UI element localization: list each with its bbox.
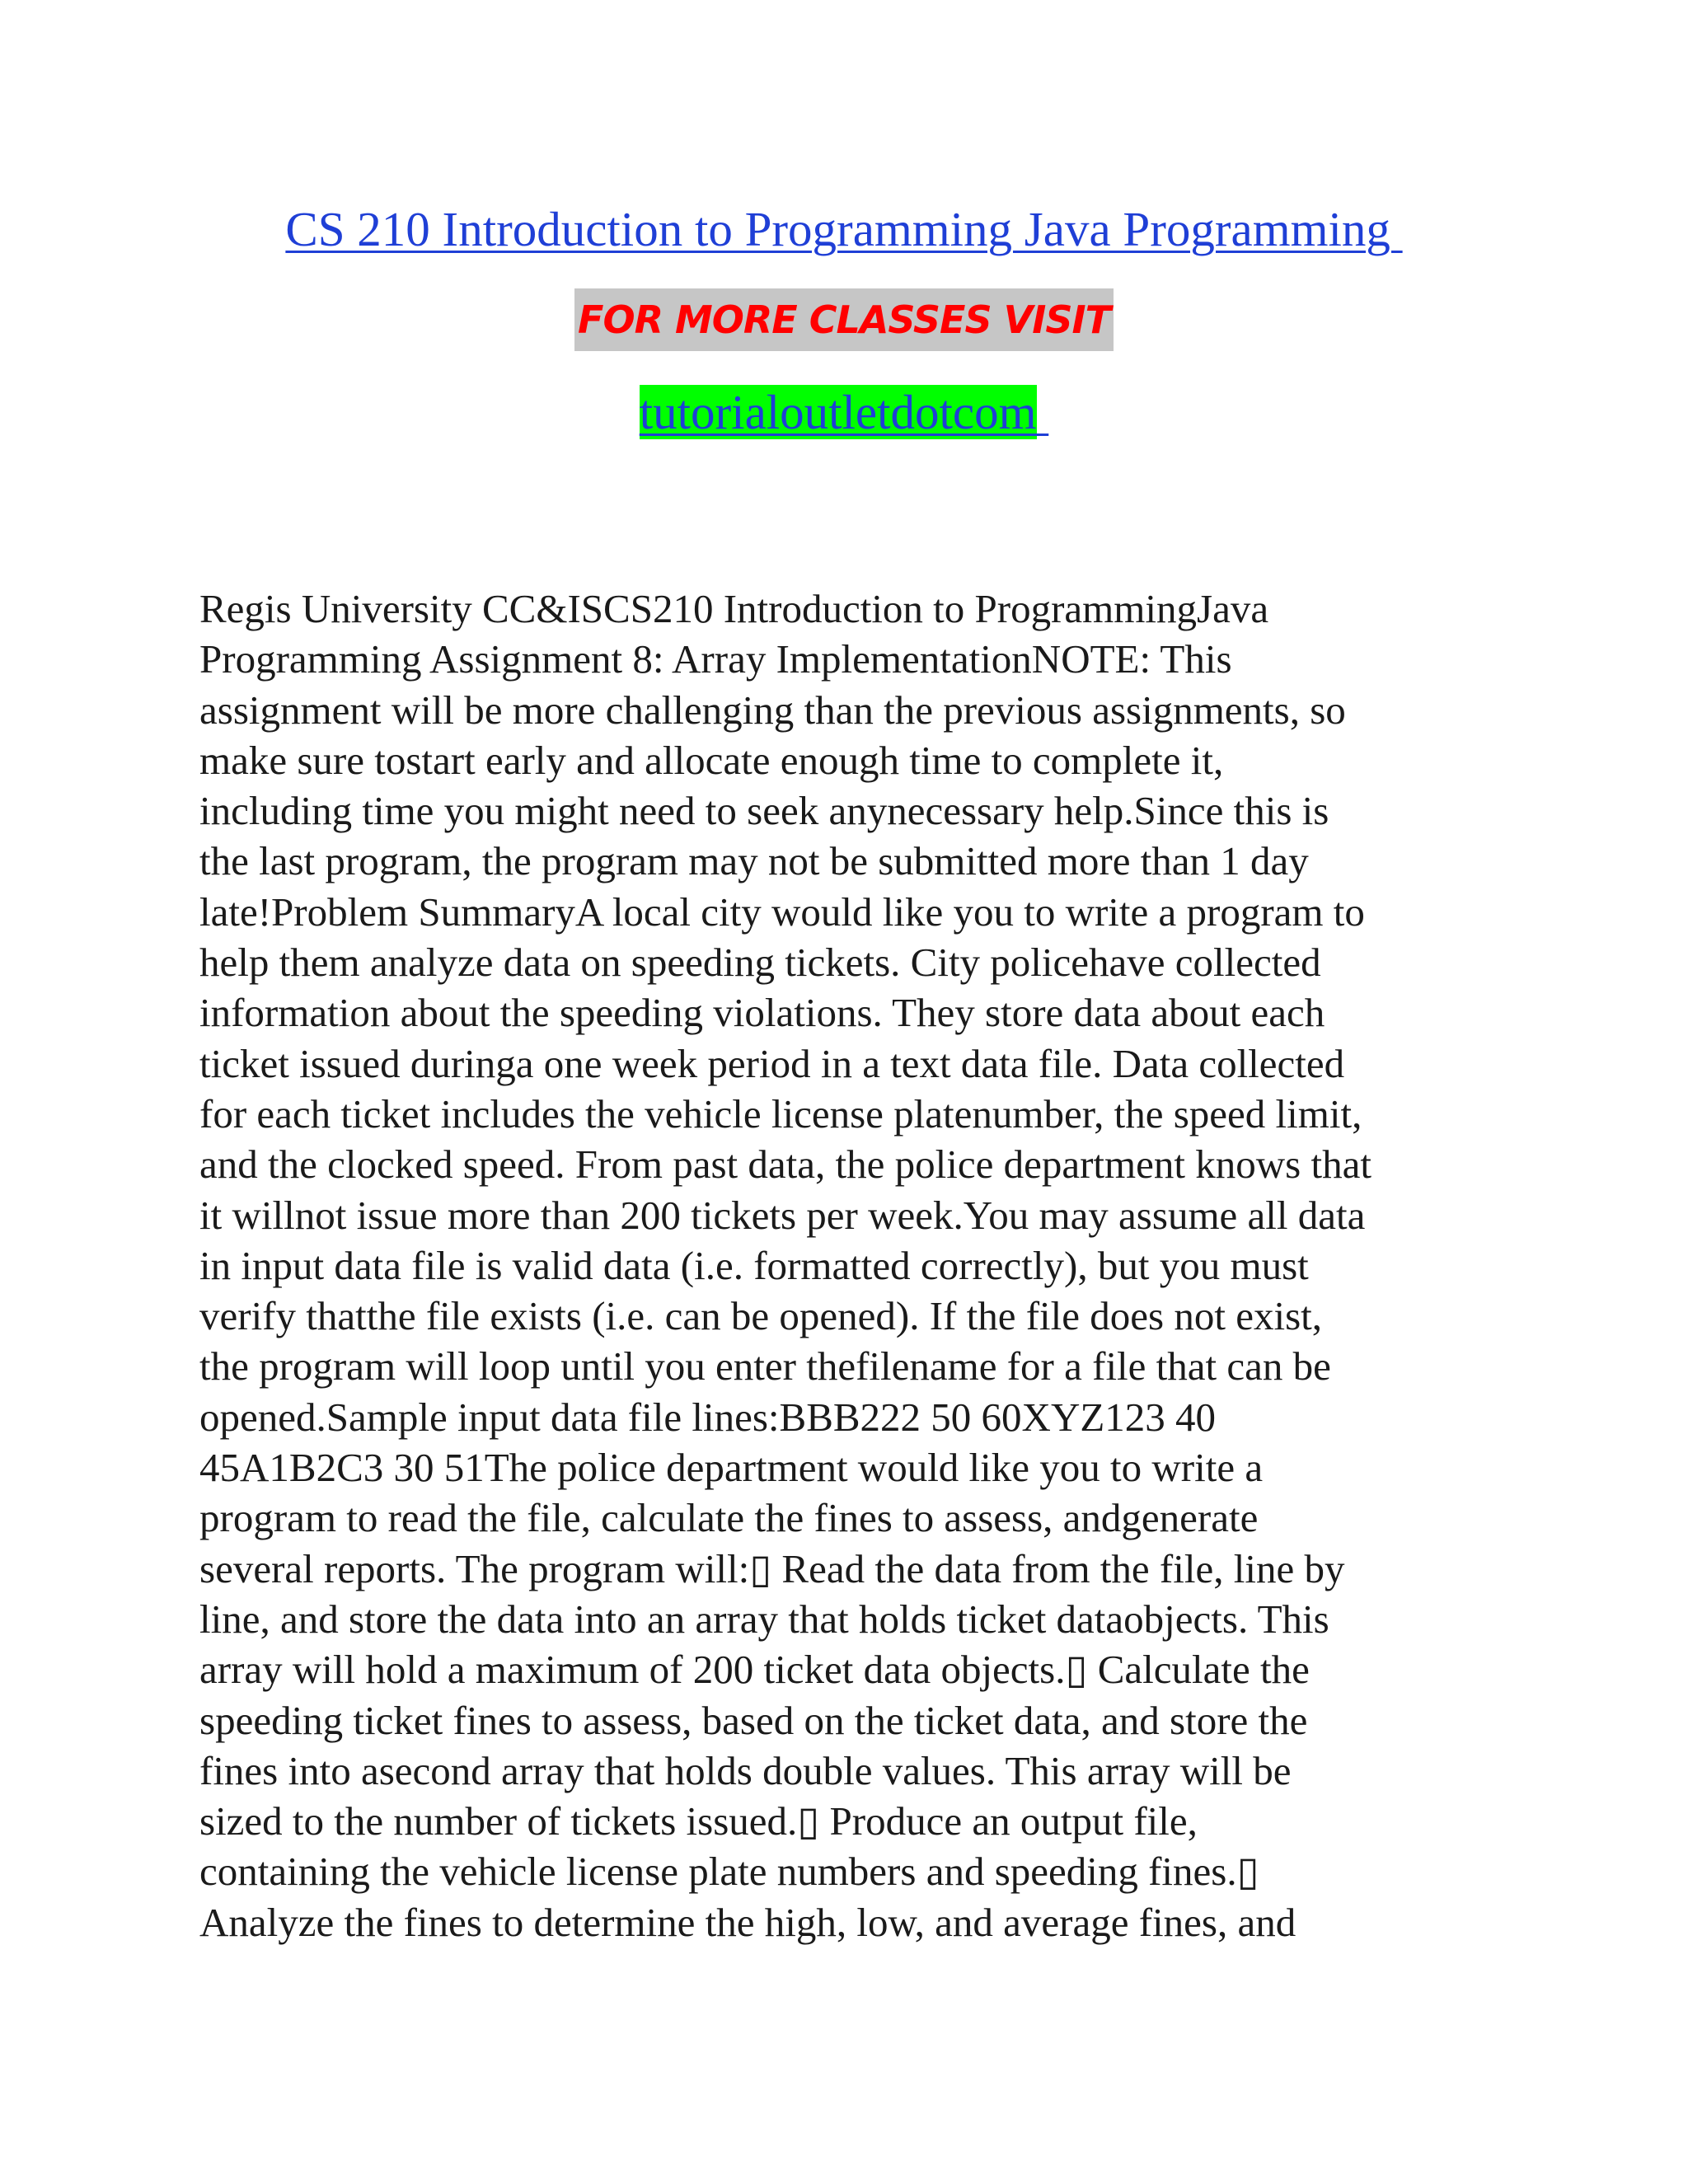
body-line: in input data file is valid data (i.e. formatted correctly), but you must (199, 1242, 1309, 1288)
body-line: for each ticket includes the vehicle license platenumber, the speed limit, (199, 1090, 1362, 1137)
body-line: assignment will be more challenging than the previous assignments, so (199, 687, 1346, 733)
body-line: make sure tostart early and allocate enough time to complete it, (199, 737, 1224, 783)
body-line: information about the speeding violations. They store data about each (199, 990, 1325, 1036)
body-line: the program will loop until you enter thefilename for a file that can be (199, 1343, 1331, 1390)
promo-text: FOR MORE CLASSES VISIT (574, 288, 1114, 351)
body-line: several reports. The program will:▯ Read the data from the file, line by (199, 1545, 1345, 1591)
body-line: including time you might need to seek anynecessary help.Since this is (199, 788, 1329, 834)
body-line: 45A1B2C3 30 51The police department would like you to write a (199, 1445, 1264, 1491)
body-line: late!Problem SummaryA local city would like you to write a program to (199, 888, 1365, 935)
body-line: line, and store the data into an array that holds ticket dataobjects. This (199, 1596, 1329, 1642)
site-link-text[interactable]: tutorialoutletdotcom (639, 385, 1037, 439)
body-line: array will hold a maximum of 200 ticket data objects.▯ Calculate the (199, 1647, 1310, 1693)
body-line: fines into asecond array that holds double values. This array will be (199, 1747, 1292, 1793)
body-line: Regis University CC&ISCS210 Introduction to ProgrammingJava (199, 586, 1269, 631)
body-line: opened.Sample input data file lines:BBB222 50 60XYZ123 40 (199, 1394, 1217, 1440)
course-title-link[interactable]: CS 210 Introduction to Programming Java Programming (285, 202, 1403, 256)
body-line: Programming Assignment 8: Array ImplementationNOTE: This (199, 636, 1232, 682)
promo-banner (0, 288, 1688, 351)
body-line: Analyze the fines to determine the high, low, and average fines, and (199, 1899, 1296, 1945)
body-line: help them analyze data on speeding tickets. City policehave collected (199, 940, 1321, 986)
site-link-row (0, 381, 1688, 443)
site-link[interactable] (640, 381, 1049, 443)
site-link-trailing-space (1037, 385, 1049, 439)
body-line: program to read the file, calculate the fines to assess, andgenerate (199, 1495, 1259, 1541)
body-line: ticket issued duringa one week period in a text data file. Data collected (199, 1040, 1345, 1086)
body-line: speeding ticket fines to assess, based on the ticket data, and store the (199, 1697, 1308, 1743)
body-line: verify thatthe file exists (i.e. can be opened). If the file does not exist, (199, 1293, 1322, 1339)
body-line: it willnot issue more than 200 tickets per week.You may assume all data (199, 1192, 1366, 1238)
body-line: containing the vehicle license plate numbers and speeding fines.▯ (199, 1849, 1259, 1895)
body-line: sized to the number of tickets issued.▯ Produce an output file, (199, 1798, 1198, 1844)
assignment-description (199, 583, 1506, 1947)
body-line: and the clocked speed. From past data, the police department knows that (199, 1141, 1372, 1188)
body-line: the last program, the program may not be submitted more than 1 day (199, 838, 1309, 884)
